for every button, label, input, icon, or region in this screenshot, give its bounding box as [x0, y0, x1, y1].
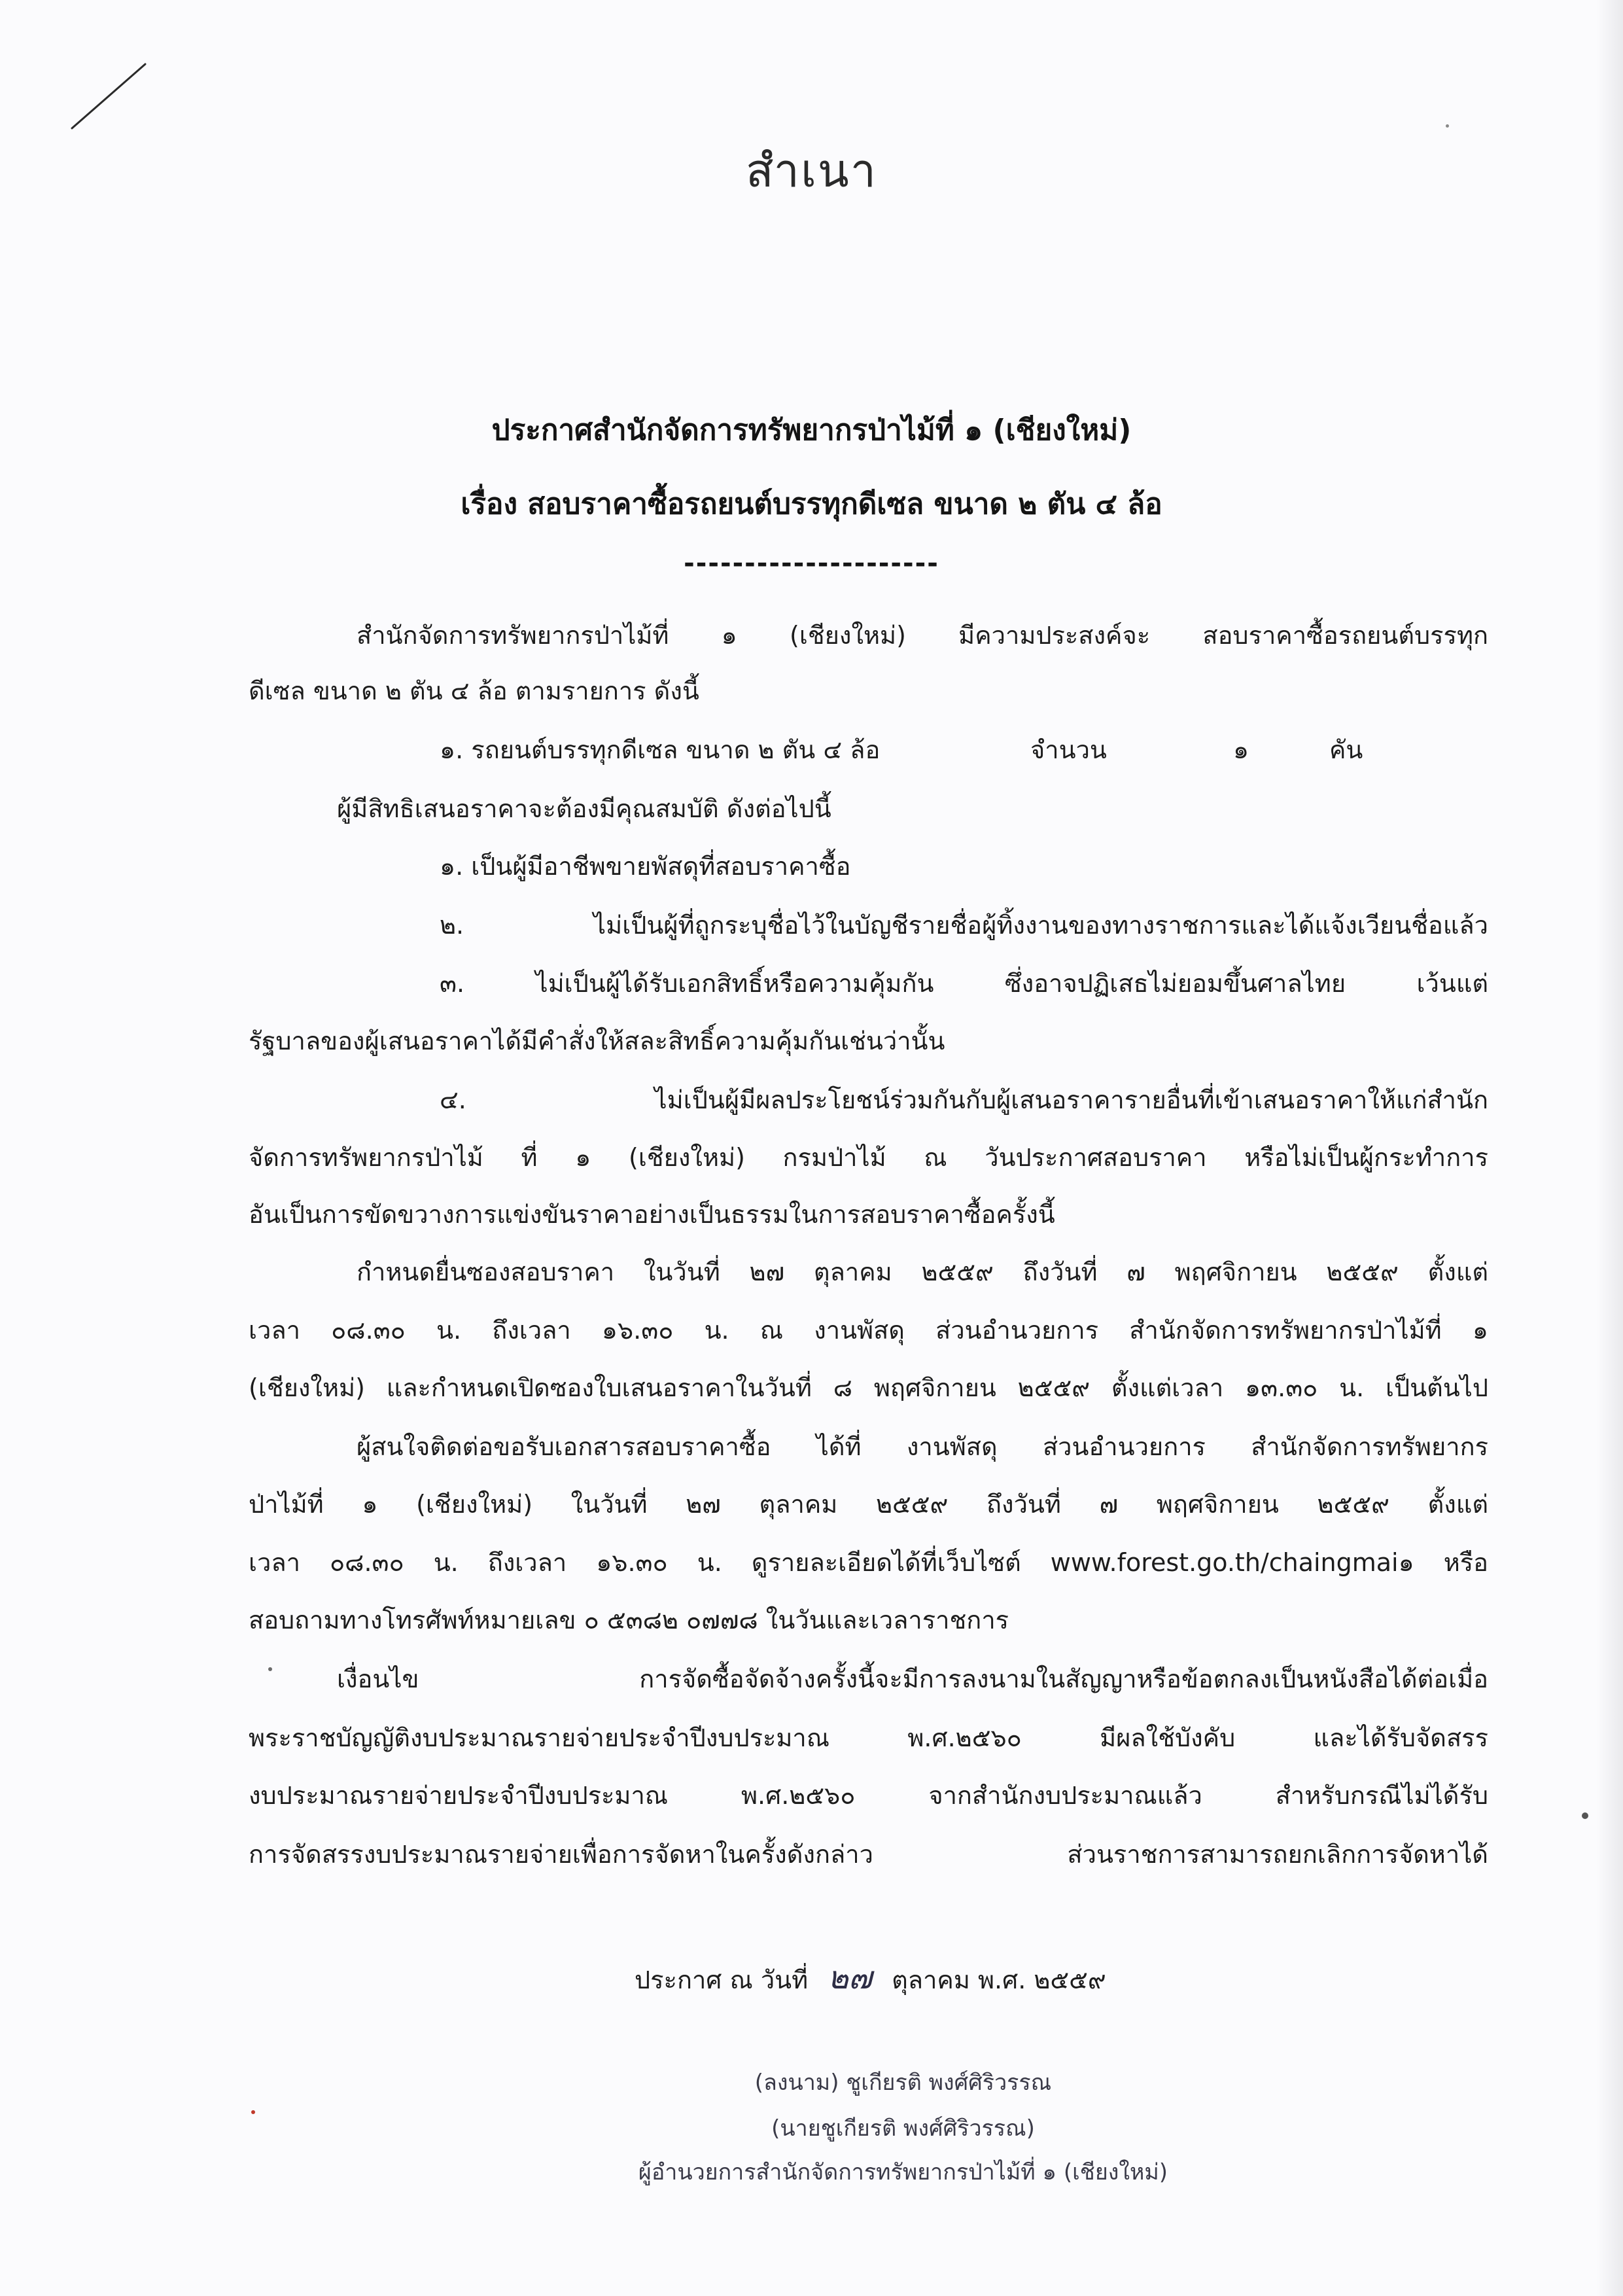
intro-line: สำนักจัดการทรัพยากรป่าไม้ที่ ๑ (เชียงใหม่) มีความประสงค์จะ สอบราคาซื้อรถยนต์บรรทุก	[357, 621, 1488, 650]
condition-line: งบประมาณรายจ่ายประจำปีงบประมาณ พ.ศ.๒๕๖๐ จากสำนักงบประมาณแล้ว สำหรับกรณีไม่ได้รับ	[249, 1781, 1488, 1810]
qualification-item: ๔. ไม่เป็นผู้มีผลประโยชน์ร่วมกันกับผู้เสนอราคารายอื่นที่เข้าเสนอราคาให้แก่สำนัก	[440, 1086, 1488, 1114]
condition-line: การจัดสรรงบประมาณรายจ่ายเพื่อการจัดหาในครั้งดังกล่าว ส่วนราชการสามารถยกเลิกการจัดหาได้	[249, 1840, 1488, 1869]
condition-line: พระราชบัญญัติงบประมาณรายจ่ายประจำปีงบประมาณ พ.ศ.๒๕๖๐ มีผลใช้บังคับ และได้รับจัดสรร	[249, 1723, 1488, 1752]
qualification-item-continued: อันเป็นการขัดขวางการแข่งขันราคาอย่างเป็นธรรมในการสอบราคาซื้อครั้งนี้	[249, 1200, 1055, 1229]
item-row	[0, 730, 1623, 769]
submission-line: (เชียงใหม่) และกำหนดเปิดซองใบเสนอราคาในวันที่ ๘ พฤศจิกายน ๒๕๕๙ ตั้งแต่เวลา ๑๓.๓๐ น. เป็นต้นไป	[249, 1373, 1488, 1402]
qualification-item: ๑. เป็นผู้มีอาชีพขายพัสดุที่สอบราคาซื้อ	[440, 852, 851, 881]
intro-line: ดีเซล ขนาด ๒ ตัน ๔ ล้อ ตามรายการ ดังนี้	[249, 677, 699, 705]
announcement-title: ประกาศสำนักจัดการทรัพยากรป่าไม้ที่ ๑ (เชียงใหม่)	[491, 414, 1132, 447]
signature-name-line: (นายชูเกียรติ พงศ์ศิริวรรณ)	[771, 2115, 1035, 2142]
date-prefix: ประกาศ ณ วันที่	[635, 1966, 809, 1994]
date-suffix: ตุลาคม พ.ศ. ๒๕๕๙	[892, 1966, 1106, 1994]
item-name: ๑. รถยนต์บรรทุกดีเซล ขนาด ๒ ตัน ๔ ล้อ	[440, 735, 881, 764]
title-divider: ---------------------	[684, 548, 939, 578]
qualifications-heading: ผู้มีสิทธิเสนอราคาจะต้องมีคุณสมบัติ ดังต่อไปนี้	[337, 794, 831, 823]
contact-line: ป่าไม้ที่ ๑ (เชียงใหม่) ในวันที่ ๒๗ ตุลาคม ๒๕๕๙ ถึงวันที่ ๗ พฤศจิกายน ๒๕๕๙ ตั้งแต่	[249, 1490, 1488, 1519]
qualification-item: ๒. ไม่เป็นผู้ที่ถูกระบุชื่อไว้ในบัญชีรายชื่อผู้ทิ้งงานของทางราชการและได้แจ้งเวียนชื่อแล้ว	[440, 911, 1488, 940]
pen-stroke-mark	[0, 0, 170, 157]
contact-line: สอบถามทางโทรศัพท์หมายเลข ๐ ๕๓๘๒ ๐๗๗๘ ในวันและเวลาราชการ	[249, 1606, 1009, 1634]
item-qty-label: จำนวน	[1030, 735, 1107, 764]
page-edge-shadow	[1597, 0, 1623, 2296]
item-qty: ๑	[1233, 735, 1249, 764]
submission-line: กำหนดยื่นซองสอบราคา ในวันที่ ๒๗ ตุลาคม ๒๕๕๙ ถึงวันที่ ๗ พฤศจิกายน ๒๕๕๙ ตั้งแต่	[357, 1258, 1488, 1286]
scan-speck	[251, 2110, 255, 2114]
contact-line: ผู้สนใจติดต่อขอรับเอกสารสอบราคาซื้อ ได้ที่ งานพัสดุ ส่วนอำนวยการ สำนักจัดการทรัพยากร	[357, 1432, 1488, 1461]
scan-speck	[1446, 124, 1449, 128]
signature-position-line: ผู้อำนวยการสำนักจัดการทรัพยากรป่าไม้ที่ ๑ (เชียงใหม่)	[638, 2159, 1168, 2185]
submission-line: เวลา ๐๘.๓๐ น. ถึงเวลา ๑๖.๓๐ น. ณ งานพัสดุ ส่วนอำนวยการ สำนักจัดการทรัพยากรป่าไม้ที่ ๑	[249, 1316, 1488, 1345]
qualification-item-continued: จัดการทรัพยากรป่าไม้ ที่ ๑ (เชียงใหม่) กรมป่าไม้ ณ วันประกาศสอบราคา หรือไม่เป็นผู้กระทำการ	[249, 1143, 1488, 1172]
copy-stamp: สำเนา	[745, 144, 878, 198]
qualification-item-continued: รัฐบาลของผู้เสนอราคาได้มีคำสั่งให้สละสิทธิ์ความคุ้มกันเช่นว่านั้น	[249, 1027, 945, 1055]
qualification-item: ๓. ไม่เป็นผู้ได้รับเอกสิทธิ์หรือความคุ้มกัน ซึ่งอาจปฏิเสธไม่ยอมขึ้นศาลไทย เว้นแต่	[440, 969, 1488, 998]
item-unit: คัน	[1329, 735, 1363, 764]
announcement-date	[635, 1953, 1106, 2003]
date-day-handwritten: ๒๗	[828, 1960, 873, 1996]
scan-speck	[1582, 1812, 1588, 1819]
scan-speck	[268, 1667, 272, 1671]
contact-line: เวลา ๐๘.๓๐ น. ถึงเวลา ๑๖.๓๐ น. ดูรายละเอียดได้ที่เว็บไซต์ www.forest.go.th/chaingmai๑ หรือ	[249, 1548, 1488, 1577]
announcement-subject: เรื่อง สอบราคาซื้อรถยนต์บรรทุกดีเซล ขนาด ๒ ตัน ๔ ล้อ	[461, 487, 1162, 521]
condition-line: เงื่อนไข การจัดซื้อจัดจ้างครั้งนี้จะมีการลงนามในสัญญาหรือข้อตกลงเป็นหนังสือได้ต่อเมื่อ	[337, 1665, 1488, 1693]
signature-signed-line: (ลงนาม) ชูเกียรติ พงศ์ศิริวรรณ	[754, 2070, 1052, 2096]
